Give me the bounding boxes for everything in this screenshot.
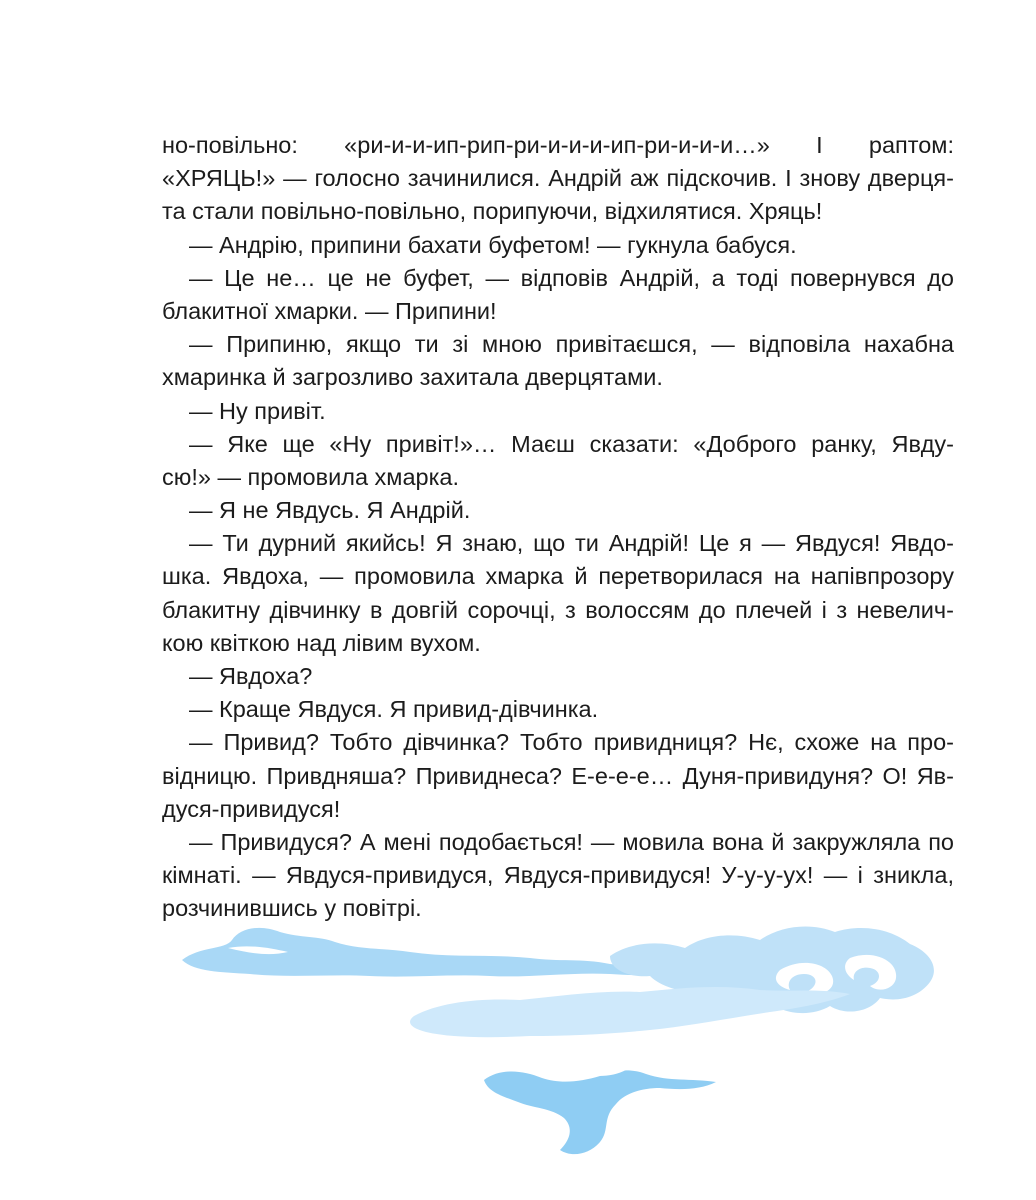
- cloud-illustration-icon: [170, 918, 950, 1178]
- paragraph: [162, 527, 954, 660]
- text-line: кімнаті. — Явдуся-привидуся, Явдуся-привидуся! У-у-у-ух! — і зникла,: [162, 862, 954, 889]
- paragraph: [162, 494, 954, 527]
- text-line: блакитну дівчинку в довгій сорочці, з волоссям до плечей і з невелич-: [162, 596, 954, 623]
- story-text: [162, 129, 954, 926]
- text-line: дуся-привидуся!: [162, 795, 341, 822]
- text-line: відницю. Привдняша? Привиднеса? Е-е-е-е… Дуня-привидуня? О! Яв-: [162, 762, 954, 789]
- text-line: — Припиню, якщо ти зі мною привітаєшся, — відповіла нахабна: [189, 331, 954, 358]
- text-line: хмаринка й загрозливо захитала дверцятами.: [162, 364, 663, 391]
- cloud-bottom-shape: [484, 1070, 716, 1154]
- text-line: — Краще Явдуся. Я привид-дівчинка.: [189, 696, 599, 723]
- paragraph: [162, 693, 954, 726]
- text-line: сю!» — промовила хмарка.: [162, 463, 459, 490]
- text-line: — Це не… це не буфет, — відповів Андрій, а тоді повернувся до: [189, 264, 954, 291]
- text-line: — Я не Явдусь. Я Андрій.: [189, 497, 471, 524]
- text-line: но-повільно: «ри-и-и-ип-рип-ри-и-и-и-ип-ри-и-и-и…» І раптом:: [162, 132, 954, 158]
- text-line: — Яке ще «Ну привіт!»… Маєш сказати: «Доброго ранку, Явду-: [189, 430, 954, 457]
- paragraph: [162, 129, 954, 229]
- paragraph: [162, 428, 954, 494]
- text-line: — Явдоха?: [189, 663, 313, 689]
- text-line: — Ну привіт.: [189, 397, 326, 424]
- text-line: — Привидуся? А мені подобається! — мовила вона й закружляла по: [189, 828, 954, 855]
- text-line: блакитної хмарки. — Припини!: [162, 297, 497, 324]
- text-line: розчинившись у повітрі.: [162, 895, 422, 922]
- paragraph: [162, 660, 954, 693]
- text-line: — Ти дурний якийсь! Я знаю, що ти Андрій! Це я — Явдуся! Явдо-: [189, 530, 954, 557]
- text-line: шка. Явдоха, — промовила хмарка й перетворилася на напівпрозору: [162, 563, 954, 590]
- paragraph: [162, 328, 954, 394]
- text-line: «ХРЯЦЬ!» — голосно зачинилися. Андрій аж підскочив. І знову дверця-: [162, 165, 954, 192]
- text-line: — Привид? Тобто дівчинка? Тобто привидниця? Нє, схоже на про-: [189, 729, 954, 756]
- text-line: — Андрію, припини бахати буфетом! — гукнула бабуся.: [189, 231, 797, 258]
- text-line: кою квіткою над лівим вухом.: [162, 629, 481, 656]
- paragraph: [162, 395, 954, 428]
- text-line: та стали повільно-повільно, порипуючи, відхилятися. Хряць!: [162, 198, 823, 225]
- paragraph: [162, 262, 954, 328]
- paragraph: [162, 229, 954, 262]
- paragraph: [162, 826, 954, 926]
- paragraph: [162, 726, 954, 826]
- cloud-middle-shape: [410, 987, 850, 1037]
